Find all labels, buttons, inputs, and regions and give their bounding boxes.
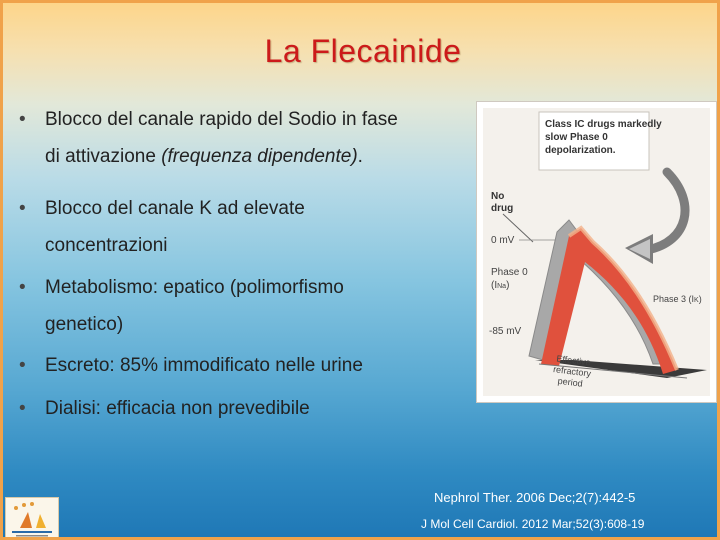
bullet-continuation: genetico)	[45, 314, 124, 335]
label-minus85: -85 mV	[489, 326, 522, 337]
bullet-continuation: concentrazioni	[45, 235, 168, 256]
callout-line-3: depolarization.	[545, 145, 616, 156]
bullet-dialysis	[19, 390, 310, 427]
bullet-marker: •	[19, 198, 26, 219]
action-potential-figure	[477, 102, 716, 402]
bullet-text: 85% immodificato nelle urine	[114, 355, 363, 376]
bullet-metabolism	[19, 269, 344, 343]
label-zero-mv: 0 mV	[491, 235, 515, 246]
bullet-text-italic: (frequenza dipendente)	[161, 146, 358, 167]
callout-line-1: Class IC drugs markedly	[545, 119, 662, 130]
bullet-continuation	[19, 138, 398, 175]
bullet-text: del canale K ad elevate	[102, 198, 305, 219]
bullet-text-plain: di attivazione	[45, 146, 162, 167]
bullet-term: Escreto:	[45, 355, 115, 376]
bullet-term: Metabolismo:	[45, 277, 158, 298]
bullet-text: efficacia non prevedibile	[100, 398, 310, 419]
label-erp: Effective refractory period	[552, 353, 592, 389]
bullet-term: Blocco	[45, 109, 103, 130]
slide-title: La Flecainide	[264, 33, 462, 69]
bullet-text: del canale rapido del Sodio in fase	[102, 109, 398, 130]
label-phase0: Phase 0 (INa)	[491, 267, 528, 291]
callout-line-2: slow Phase 0	[545, 132, 608, 143]
reference-nephrol-ther: Nephrol Ther. 2006 Dec;2(7):442-5	[434, 490, 636, 505]
bullet-marker: •	[19, 398, 26, 419]
bullet-sodium-block	[19, 101, 398, 175]
bullet-term: Dialisi:	[45, 398, 101, 419]
bullet-marker: •	[19, 355, 26, 376]
bullet-text-end: .	[357, 146, 363, 167]
bullet-marker: •	[19, 109, 26, 130]
bullet-text: epatico (polimorfismo	[158, 277, 344, 298]
bullet-potassium-block	[19, 190, 305, 264]
bullet-term: Blocco	[45, 198, 103, 219]
label-phase3: Phase 3 (IK)	[653, 294, 702, 304]
label-no-drug-1: No	[491, 191, 505, 202]
reference-j-mol-cell-cardiol: J Mol Cell Cardiol. 2012 Mar;52(3):608-19	[421, 517, 645, 531]
bullet-excretion	[19, 347, 363, 384]
bullet-marker: •	[19, 277, 26, 298]
label-no-drug-2: drug	[491, 203, 514, 214]
institution-logo	[5, 497, 59, 540]
